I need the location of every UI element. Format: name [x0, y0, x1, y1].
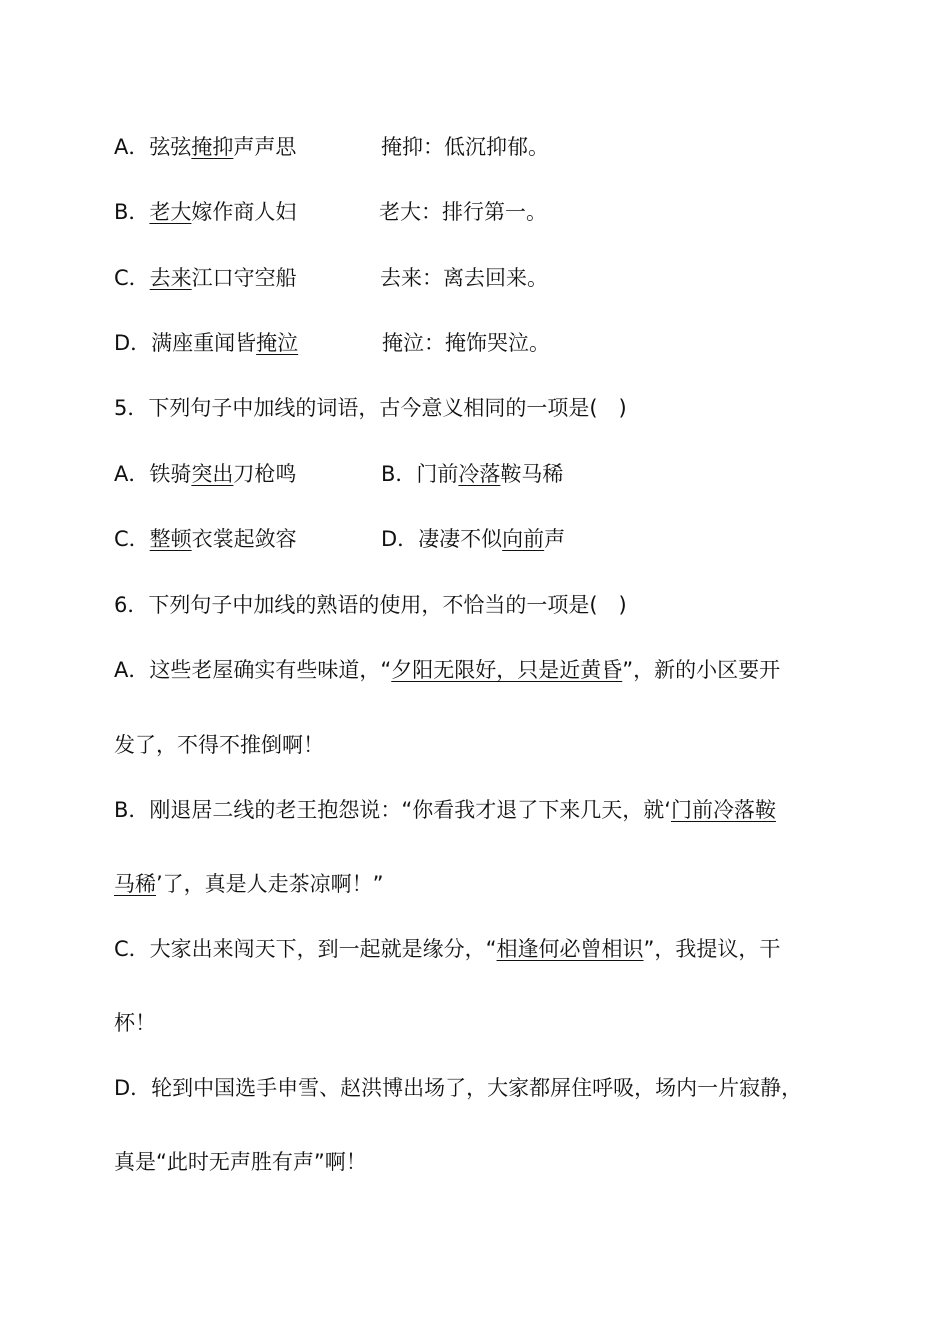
option-label: B． [381, 462, 417, 486]
underlined-idiom: 马稀 [114, 872, 156, 896]
option-label: D． [381, 527, 419, 551]
option-text: 声 [544, 527, 566, 551]
q5-stem: 5．下列句子中加线的词语，古今意义相同的一项是( ) [114, 396, 627, 420]
option-text: ”，新的小区要开 [622, 658, 781, 682]
underlined-word: 掩泣 [256, 331, 299, 355]
q4-option-a-gloss: 掩抑：低沉抑郁。 [381, 135, 549, 159]
option-text: 鞍马稀 [500, 462, 564, 486]
q4-option-d-gloss: 掩泣：掩饰哭泣。 [382, 331, 550, 355]
option-text: 嫁作商人妇 [191, 200, 297, 224]
option-label: C． [114, 266, 150, 290]
q4-option-a [114, 132, 296, 162]
underlined-idiom: 相逢何必曾相识 [496, 937, 644, 961]
option-text: 弦弦 [149, 135, 192, 159]
underlined-word: 冷落 [458, 462, 501, 486]
underlined-word: 掩抑 [191, 135, 234, 159]
q5-option-d [381, 524, 565, 554]
underlined-word: 整顿 [149, 527, 192, 551]
option-text: 凄凄不似 [418, 527, 503, 551]
q5-option-a [114, 459, 296, 489]
option-text: 刀枪鸣 [233, 462, 297, 486]
q4-option-c-gloss: 去来：离去回来。 [380, 266, 548, 290]
underlined-word: 去来 [149, 266, 192, 290]
q6-option-b-line1 [114, 795, 776, 825]
option-text: 声声思 [233, 135, 297, 159]
q6-option-d-line2: 真是“此时无声胜有声”啊！ [114, 1150, 367, 1174]
option-label: A． [114, 135, 150, 159]
q5-option-c [114, 524, 297, 554]
q6-option-a-line1 [114, 655, 780, 685]
option-text: ”，我提议，干 [643, 937, 781, 961]
underlined-word: 老大 [149, 200, 192, 224]
q6-option-c-line1 [114, 934, 780, 964]
option-text: 满座重闻皆 [151, 331, 257, 355]
underlined-idiom: 夕阳无限好，只是近黄昏 [391, 658, 623, 682]
option-text: 铁骑 [149, 462, 192, 486]
option-text: C．大家出来闯天下，到一起就是缘分，“ [114, 937, 497, 961]
option-label: D． [114, 331, 152, 355]
option-text: 江口守空船 [191, 266, 297, 290]
q6-option-b-line2 [114, 869, 384, 899]
q6-option-a-line2: 发了，不得不推倒啊！ [114, 733, 324, 757]
option-label: C． [114, 527, 150, 551]
q4-option-d [114, 328, 298, 358]
option-text: B．刚退居二线的老王抱怨说：“你看我才退了下来几天，就‘ [114, 798, 671, 822]
q6-option-c-line2: 杯！ [114, 1011, 156, 1035]
option-text: 门前 [416, 462, 459, 486]
underlined-idiom: 门前冷落鞍 [670, 798, 776, 822]
option-text: ’了，真是人走茶凉啊！” [156, 872, 384, 896]
q6-option-d-line1: D．轮到中国选手申雪、赵洪博出场了，大家都屏住呼吸，场内一片寂静， [114, 1076, 803, 1100]
q4-option-c [114, 263, 297, 293]
underlined-word: 突出 [191, 462, 234, 486]
option-label: B． [114, 200, 150, 224]
option-label: A． [114, 462, 150, 486]
q6-stem: 6．下列句子中加线的熟语的使用，不恰当的一项是( ) [114, 593, 627, 617]
q5-option-b [381, 459, 563, 489]
underlined-word: 向前 [502, 527, 545, 551]
option-text: 衣裳起敛容 [191, 527, 297, 551]
q4-option-b [114, 197, 296, 227]
option-text: A．这些老屋确实有些味道，“ [114, 658, 392, 682]
q4-option-b-gloss: 老大：排行第一。 [379, 200, 547, 224]
